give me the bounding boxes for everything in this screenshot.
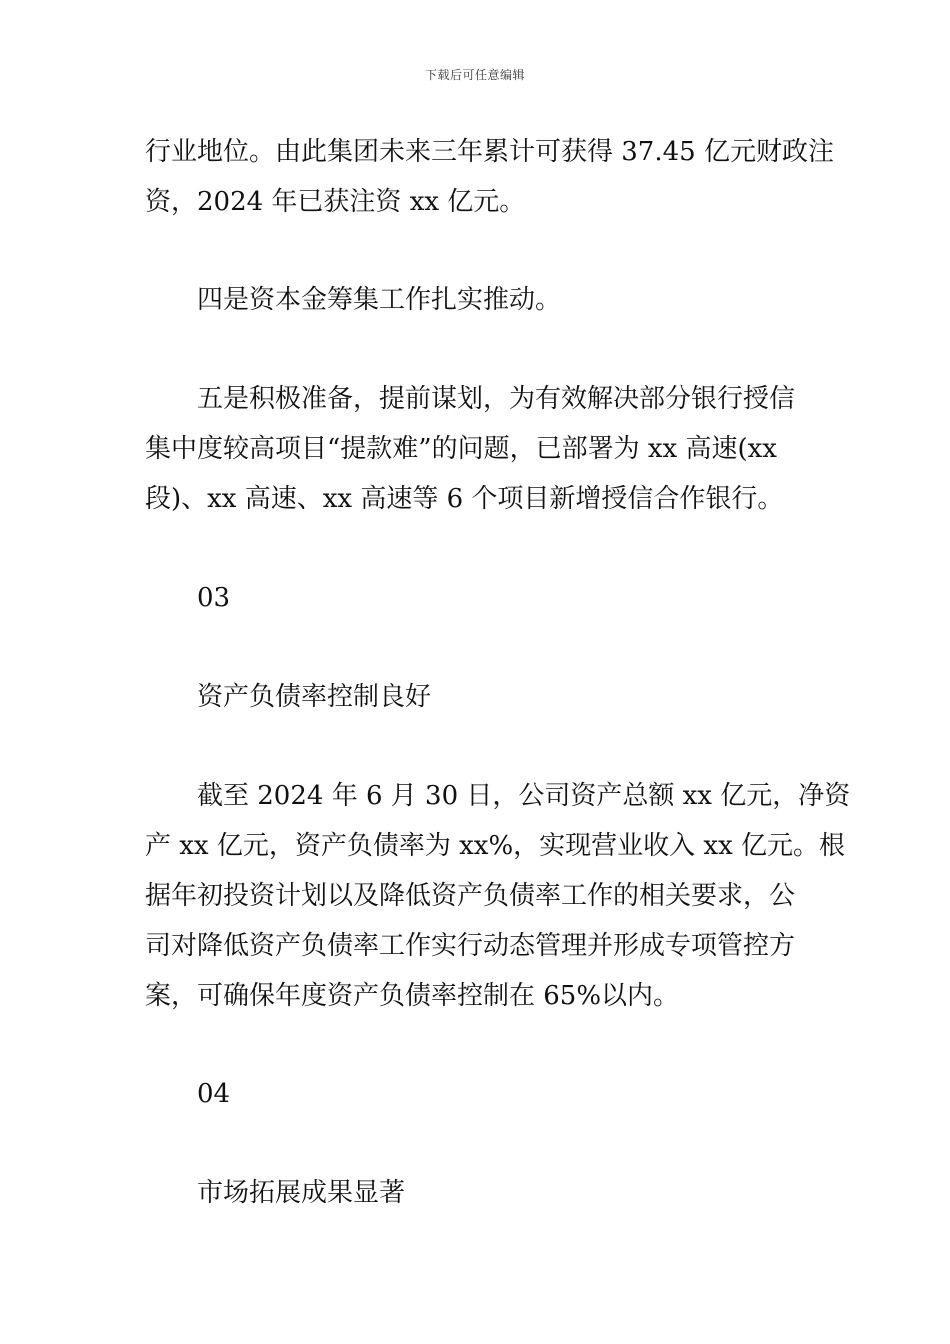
paragraph-5-line-1: 截至 2024 年 6 月 30 日，公司资产总额 xx 亿元，净资 <box>197 781 851 811</box>
paragraph-3-line-2: 集中度较高项目“提款难”的问题，已部署为 xx 高速(xx <box>145 434 777 464</box>
paragraph-5-line-2: 产 xx 亿元，资产负债率为 xx%，实现营业收入 xx 亿元。根 <box>145 831 846 861</box>
download-note: 下载后可任意编辑 <box>424 68 525 82</box>
paragraph-1-line-2: 资，2024 年已获注资 xx 亿元。 <box>145 187 526 217</box>
section-number-03: 03 <box>197 583 231 613</box>
section-number-04: 04 <box>197 1079 231 1109</box>
paragraph-5-line-5: 案，可确保年度资产负债率控制在 65%以内。 <box>145 981 680 1011</box>
paragraph-capital-raising: 四是资本金筹集工作扎实推动。 <box>197 285 562 315</box>
section-heading-debt-ratio: 资产负债率控制良好 <box>197 682 432 712</box>
paragraph-1-line-1: 行业地位。由此集团未来三年累计可获得 37.45 亿元财政注 <box>145 137 834 167</box>
paragraph-3-line-1: 五是积极准备，提前谋划，为有效解决部分银行授信 <box>197 384 796 414</box>
section-heading-market-expansion: 市场拓展成果显著 <box>197 1178 406 1208</box>
paragraph-5-line-4: 司对降低资产负债率工作实行动态管理并形成专项管控方 <box>145 931 796 961</box>
paragraph-3-line-3: 段)、xx 高速、xx 高速等 6 个项目新增授信合作银行。 <box>145 484 784 514</box>
paragraph-5-line-3: 据年初投资计划以及降低资产负债率工作的相关要求，公 <box>145 881 796 911</box>
